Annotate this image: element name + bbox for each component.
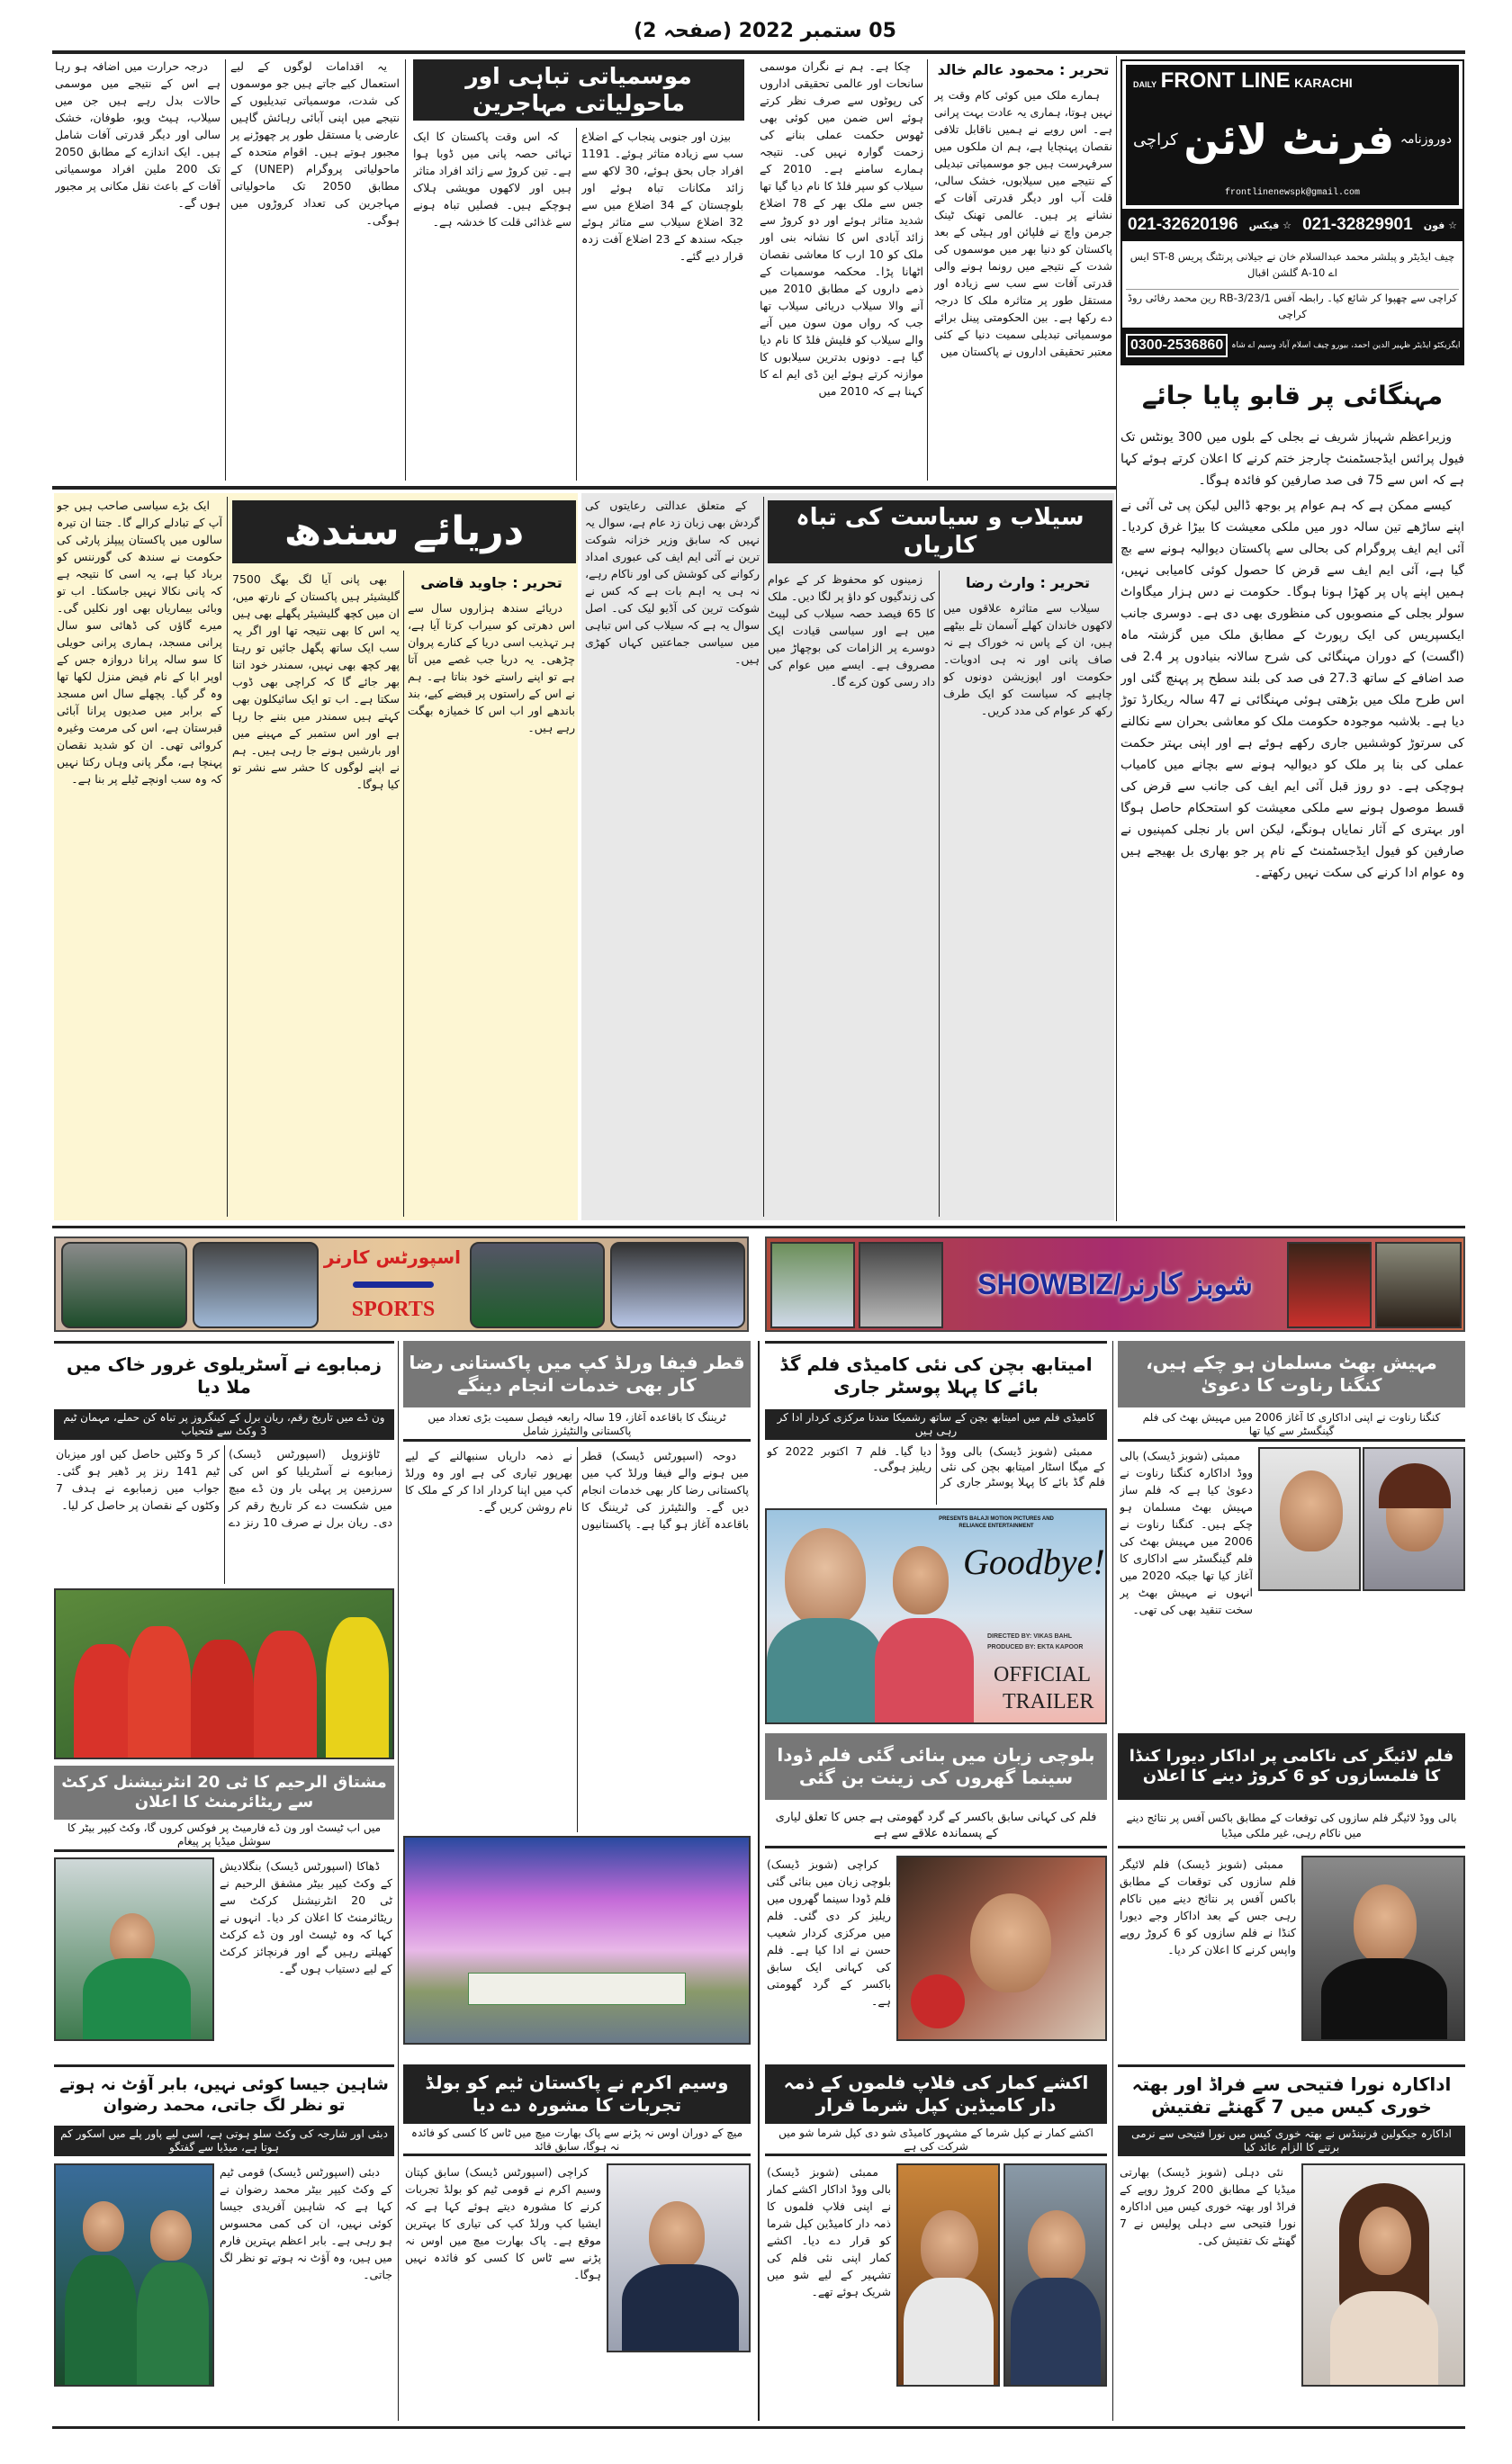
article-paragraph: کے متعلق عدالتی رعایتوں کی گردش بھی زبان زد عام ہے، سوال یہ نہیں کہ سابق وزیر خزانہ شوکت ترین نے آئی ایم ایف کی عبوری امداد رکوانے کی کوشش کی اور ناکام رہے، نہ ہی یہ اہم بات ہے کہ کس نے شوکت ترین کی آڈیو لیک کی۔ اصل سوال یہ ہے کہ سیلاب کی اس تباہی میں سیاسی جماعتیں کہاں کھڑی ہیں۔ — [585, 499, 760, 666]
kangana-body — [1120, 1447, 1253, 1726]
column-divider — [403, 571, 404, 1217]
article-paragraph: ٹاؤنزویل (اسپورٹس ڈیسک) زمبابوے نے آسٹریلیا کو اس کی سرزمین پر پہلی بار ون ڈے میچ میں شکست دے کر تاریخ رقم کر دی۔ ریان برل نے صرف 10 رنز دے کر 5 وکٹیں حاصل کیں اور میزبان ٹیم 141 رنز پر ڈھیر ہو گئی۔ جواب میں زمبابوے نے ہدف 7 وکٹوں کے نقصان پر حاصل کر لیا۔ — [56, 1447, 392, 1529]
column-divider — [927, 59, 928, 481]
article-paragraph: دوحہ (اسپورٹس ڈیسک) قطر میں ہونے والے فیفا ورلڈ کپ میں پاکستانی رضا کار بھی خدمات انجام دیں گے۔ والنٹیئرز کی ٹریننگ کا باقاعدہ آغاز ہو گیا ہے۔ پاکستانیوں نے ذمہ داریاں سنبھالنے کے لیے بھرپور تیاری کی ہے اور وہ ورلڈ کپ میں اپنا کردار ادا کر کے ملک کا نام روشن کریں گے۔ — [405, 1449, 749, 1531]
column-divider — [758, 1341, 760, 2421]
logo-english-city: KARACHI — [1294, 76, 1353, 90]
column-divider — [1116, 56, 1117, 1221]
nora-subhead: اداکارہ جیکولین فرنینڈس نے بھتہ خوری کیس میں نورا فتیحی سے نرمی برتنے کا الزام عائد کیا — [1118, 2126, 1465, 2156]
rizwan-headline: شاہین جیسا کوئی نہیں، بابر آؤٹ نہ ہوتے تو نظر لگ جاتی، محمد رضوان — [54, 2064, 394, 2124]
sports-corner-title: اسپورٹس کارنر — [323, 1246, 461, 1268]
article-paragraph: دریائے سندھ ہزاروں سال سے اس دھرتی کو سیراب کرتا آیا ہے، ہر تہذیب اسی دریا کے کنارے پروان چڑھی۔ یہ دریا جب غصے میں آتا ہے تو اپنے راستے خود بناتا ہے۔ ہم نے اس کے راستوں پر قبضے کیے، بند باندھے اور اب اس کا خمیازہ بھگت رہے ہیں۔ — [408, 601, 575, 734]
kapil-body — [767, 2163, 891, 2421]
kapil-headline: اکشے کمار کی فلاپ فلموں کے ذمہ دار کامیڈین کپل شرما قرار — [765, 2064, 1107, 2124]
publisher-address-2: کراچی سے چھپوا کر شائع کیا۔ رابطہ آفس RB-3/23/1 رین محمد رفائی روڈ کراچی — [1126, 289, 1459, 322]
article-paragraph: ممبئی (شوبز ڈیسک) بالی ووڈ اداکارہ کنگنا رناوت نے دعویٰ کیا ہے کہ فلم ساز مہیش بھٹ مسلمان ہو چکے ہیں۔ کنگنا رناوت نے 2006 میں مہیش بھٹ کی فلم گینگسٹر سے اداکاری کا آغاز کیا تھا جبکہ 2020 میں انہوں نے مہیش بھٹ پر سخت تنقید بھی کی تھی۔ — [1120, 1449, 1253, 1616]
rizwan-body — [220, 2163, 392, 2421]
editorial-headline: مہنگائی پر قابو پایا جائے — [1141, 381, 1444, 410]
liger-headline: فلم لائیگر کی ناکامی پر اداکار دیورا کنڈا کا فلمسازوں کو 6 کروڑ دینے کا اعلان — [1118, 1733, 1465, 1800]
kangana-ranaut-photo — [1363, 1447, 1465, 1591]
siyasat-column-2 — [768, 571, 935, 1217]
sports-corner-banner — [54, 1236, 749, 1332]
article-paragraph: ہمارے ملک میں کوئی کام وقت پر نہیں ہوتا، ہماری یہ عادت بہت پرانی ہے۔ اس رویے نے ہمیں ناقابل تلافی نقصان پہنچایا ہے، ہم ان ملکوں میں سرفہرست ہیں جو موسمیاتی تبدیلی کے نتیجے میں سیلابوں، خشک سالی، قلت آب اور دیگر قدرتی آفات کے نشانے پر ہیں۔ عالمی تھنک ٹینک جرمن واچ نے فلپائن اور ہیٹی کے بعد پاکستان کو دنیا بھر میں موسموں کی شدت کے نتیجے میں رونما ہونے والی قدرتی آفات سے سب سے زیادہ اور مستقل طور پر متاثرہ ملک کا درجہ دے رکھا ہے۔ بین الحکومتی پینل برائے موسمیاتی تبدیلی سمیت دنیا کے کئی معتبر تحقیقی اداروں نے پاکستان میں — [934, 88, 1112, 358]
zimbabwe-subhead: ون ڈے میں تاریخ رقم، ریان برل کے کینگروز پر تباہ کن حملے، مہمان ٹیم 3 وکٹ سے فتحیاب — [54, 1409, 394, 1440]
masthead-logo — [1126, 65, 1459, 205]
zimbabwe-headline: زمبابوے نے آسٹریلوی غرور خاک میں ملا دیا — [54, 1341, 394, 1407]
wasim-akram-photo — [607, 2163, 751, 2352]
dodda-body — [767, 1856, 891, 2041]
actor-photo — [770, 1242, 855, 1328]
fifa-subhead: ٹریننگ کا باقاعدہ آغاز، 19 سالہ رابعہ فیصل سمیت بڑی تعداد میں پاکستانی والنٹیئرز شامل — [403, 1409, 751, 1442]
article-paragraph: دبئی (اسپورٹس ڈیسک) قومی ٹیم کے وکٹ کیپر بیٹر محمد رضوان نے کہا ہے کہ شاہین آفریدی جیسا کوئی نہیں، ان کی کمی محسوس ہو رہی ہے۔ بابر اعظم بہترین فارم میں ہیں، وہ آؤٹ نہ ہوتے تو نظر لگ جاتی۔ — [220, 2165, 392, 2281]
logo-urdu-title: فرنٹ لائن — [1184, 115, 1395, 164]
page-date: 05 ستمبر 2022 (صفحہ 2) — [634, 20, 896, 42]
poster-title: Goodbye! — [963, 1542, 1105, 1582]
climate-column-1 — [934, 58, 1112, 481]
phone-label: فون ☆ — [1423, 219, 1457, 231]
sindh-column-2 — [232, 571, 400, 1217]
article-paragraph: ممبئی (شوبز ڈیسک) بالی ووڈ اداکار اکشے کمار نے اپنی فلاپ فلموں کا ذمہ دار کامیڈین کپل شرما کو قرار دے دیا۔ اکشے کمار اپنی نئی فلم کی تشہیر کے لیے شو میں شریک ہوئے تھے۔ — [767, 2165, 891, 2298]
mushfiq-headline: مشتاق الرحیم کا ٹی 20 انٹرنیشنل کرکٹ سے ریٹائرمنٹ کا اعلان — [54, 1766, 394, 1820]
nora-body — [1120, 2163, 1296, 2421]
kapil-subhead: اکشے کمار نے کپل شرما کے مشہور کامیڈی شو دی کپل شرما شو میں شرکت کی ہے — [765, 2126, 1107, 2156]
siyasat-byline: تحریر : وارث رضا — [966, 574, 1090, 591]
poster-producer: PRODUCED BY: EKTA KAPOOR — [987, 1644, 1084, 1650]
mushfiq-body — [220, 1857, 392, 2054]
rizwan-subhead: دبئی اور شارجہ کی وکٹ سلو ہوتی ہے، اسی لیے پاور پلے میں اسکور کم ہوتا ہے، میڈیا سے گفتگو — [54, 2126, 394, 2156]
sindh-headline: دریائے سندھ — [232, 500, 576, 563]
logo-english-title: FRONT LINE — [1160, 68, 1291, 93]
climate-column-3 — [581, 128, 743, 481]
article-paragraph: درجہ حرارت میں اضافہ ہو رہا ہے اس کے نتیجے میں موسمی حالات بدل رہے ہیں جن میں سیلاب، ہیٹ ویو، طوفان، خشک سالی اور دیگر قدرتی آفات شامل ہیں۔ ایک اندازے کے مطابق 2050 تک 200 ملین افراد موسمیاتی آفات کے باعث نقل مکانی پر مجبور ہوں گے۔ — [55, 59, 220, 210]
wasim-headline: وسیم اکرم نے پاکستان ٹیم کو بولڈ تجربات کا مشورہ دے دیا — [403, 2064, 751, 2124]
player-photo — [193, 1242, 319, 1328]
top-rule — [52, 50, 1465, 54]
fifa-headline: قطر فیفا ورلڈ کپ میں پاکستانی رضا کار بھی خدمات انجام دینگے — [403, 1341, 751, 1407]
article-paragraph: یہ اقدامات لوگوں کے لیے استعمال کیے جاتے ہیں جو موسموں کی شدت، موسمیاتی تبدیلیوں کے نتیجے میں اپنی آبائی رہائش گاہیں عارضی یا مستقل طور پر چھوڑنے پر مجبور ہوتے ہیں۔ اقوام متحدہ کے ماحولیاتی پروگرام (UNEP) کے مطابق 2050 تک ماحولیاتی مہاجرین کی تعداد کروڑوں میں ہوگی۔ — [230, 59, 400, 227]
climate-column-4 — [413, 128, 572, 481]
article-paragraph: ایک بڑے سیاسی صاحب ہیں جو آپ کے تبادلے کرالے گا۔ جتنا ان تیرہ سالوں میں پاکستان پیپلز پارٹی کی حکومت نے سندھ کی گورننس کو برباد کیا ہے، یہ اسی کا نتیجہ ہے کہ پانی نکالا نہیں جاسکتا۔ اب تو وبائی بیماریاں بھی اور نکلیں گی۔ میرے گاؤں کی ڈھائی سو سال پرانی مسجد، ہماری پرانی حویلی کا سو سالہ پرانا دروازہ جس کے اوپر ابا کے نام فیض منزل لکھا تھا وہ گر گیا۔ پچھلے سال اس مسجد کے برابر میں صدیوں پرانا آبائی قبرستان ہے، اس کی مرمت وغیرہ کروائی تھی۔ ان کو شدید نقصان پہنچا ہے، مگر پانی وہاں رکتا نہیں کہ وہ سب اونچے ٹیلے پر بنا ہے۔ — [57, 499, 222, 786]
liger-body — [1120, 1856, 1296, 2041]
showbiz-corner-title: شوبز کارنر/SHOWBIZ — [977, 1268, 1253, 1300]
player-photo — [470, 1242, 605, 1328]
climate-column-2 — [760, 58, 923, 481]
masthead — [1120, 59, 1464, 365]
phone-bar — [1122, 209, 1462, 241]
volunteer-banner — [468, 1973, 686, 2005]
actress-photo — [1287, 1242, 1372, 1328]
zimbabwe-team-photo — [54, 1588, 394, 1759]
logo-email: frontlinenewspk@gmail.com — [1225, 188, 1361, 198]
kangana-subhead: کنگنا رناوت نے اپنی اداکاری کا آغاز 2006 میں مہیش بھٹ کی فلم گینگسٹر سے کیا تھا — [1118, 1409, 1465, 1442]
column-divider — [576, 128, 577, 481]
dodda-film-photo — [896, 1856, 1107, 2041]
logo-daily: DAILY — [1133, 80, 1157, 89]
climate-byline: تحریر : محمود عالم خالد — [937, 61, 1110, 78]
poster-official: OFFICIAL — [994, 1663, 1092, 1686]
column-divider — [763, 497, 764, 1217]
article-paragraph: بھی پانی آیا لگ بھگ 7500 گلیشیئر ہیں پاکستان کے نارتھ میں، ان میں کچھ گلیشیئر پگھلے بھی ہیں یہ اس کا بھی نتیجہ تھا اور اگر یہ سب ایک ساتھ پگھل جائیں تو رہتا پھر کچھ بھی نہیں، سمندر خود اتنا بھر جائے گا کہ کراچی بھی ڈوب سکتا ہے۔ اب تو ایک سائیکلون بھی کہتے ہیں سمندر میں بننے جا رہا ہے اور اس ستمبر کے مہینے میں اور بارشیں ہونے جا رہی ہیں۔ ہم نے اپنے لوگوں کا حشر سے نشر تو کیا ہوگا۔ — [232, 572, 400, 791]
sindh-column-3 — [408, 571, 575, 1217]
dodda-headline: بلوچی زبان میں بنائی گئی فلم ڈودا سینما گھروں کی زینت بن گئی — [765, 1733, 1107, 1800]
wasim-subhead: میچ کے دوران اوس نہ پڑنے سے پاک بھارت میچ میں ٹاس کا کسی کو فائدہ نہ ہوگا، سابق قائد — [403, 2126, 751, 2156]
column-divider — [405, 59, 406, 481]
article-paragraph: زمینوں کو محفوظ کر کے عوام کی زندگیوں کو داؤ پر لگا دیں۔ ملک کا 65 فیصد حصہ سیلاب کی لپیٹ میں ہے اور سیاسی قیادت ایک دوسرے پر الزامات کی بوچھاڑ میں مصروف ہے۔ ایسے میں عوام کی داد رسی کون کرے گا۔ — [768, 572, 935, 688]
article-paragraph: سیلاب سے متاثرہ علاقوں میں لاکھوں خاندان کھلے آسمان تلے بیٹھے ہیں، ان کے پاس نہ خوراک ہے نہ صاف پانی اور نہ ہی ادویات۔ حکومت اور اپوزیشن دونوں کو چاہیے کہ سیاست کو ایک طرف رکھ کر عوام کی مدد کریں۔ — [943, 601, 1112, 717]
column-divider — [227, 497, 228, 1217]
article-paragraph: ممبئی (شوبز ڈیسک) فلم لائیگر فلم سازوں کی توقعات کے مطابق باکس آفس پر نتائج دینے میں ناکام رہی جس کے بعد اداکار وجے دیورا کنڈا نے فلم سازوں کو 6 کروڑ روپے واپس کرنے کا اعلان کر دیا۔ — [1120, 1857, 1296, 1956]
actor-photo — [859, 1242, 943, 1328]
climate-column-6 — [55, 58, 220, 481]
dodda-subhead: فلم کی کہانی سابق باکسر کے گرد گھومتی ہے جس کا تعلق لیاری کے پسماندہ علاقے سے ہے — [765, 1805, 1107, 1848]
section-rule — [52, 486, 1116, 490]
mahesh-bhatt-photo — [1258, 1447, 1361, 1591]
logo-tagline: دوروزنامہ — [1400, 132, 1452, 147]
player-photo — [61, 1242, 187, 1328]
liger-subhead: بالی ووڈ لائیگر فلم سازوں کی توقعات کے مطابق باکس آفس پر نتائج دینے میں ناکام رہی، غیر ملکی میڈیا — [1118, 1805, 1465, 1848]
editor-line: ایگزیکٹو ایڈیٹر ظہیر الدین احمد، بیورو چیف اسلام آباد وسیم اے شاہ — [1231, 341, 1461, 350]
goodbye-headline: امیتابھ بچن کی نئی کامیڈی فلم گڈ بائے کا پہلا پوسٹر جاری — [765, 1341, 1107, 1407]
zimbabwe-body — [56, 1445, 392, 1584]
fifa-body — [405, 1447, 749, 1832]
climate-headline: موسمیاتی تباہی اور ماحولیاتی مہاجرین — [413, 59, 744, 121]
player-photo — [610, 1242, 745, 1328]
article-paragraph: ممبئی (شوبز ڈیسک) بالی ووڈ کے میگا اسٹار امیتابھ بچن کی نئی فلم گڈ بائے کا پہلا پوسٹر جاری کر دیا گیا۔ فلم 7 اکتوبر 2022 کو ریلیز ہوگی۔ — [767, 1444, 1105, 1488]
sports-english-title: SPORTS — [351, 1298, 436, 1321]
article-paragraph: کراچی (اسپورٹس ڈیسک) سابق کپتان وسیم اکرم نے قومی ٹیم کو بولڈ تجربات کرنے کا مشورہ دیتے ہوئے کہا ہے کہ ایشیا کپ ورلڈ کپ کی تیاری کا بہترین موقع ہے۔ پاک بھارت میچ میں اوس نہ پڑنے سے ٹاس کا کسی کو فائدہ نہیں ہوگا۔ — [405, 2165, 601, 2281]
siyasat-column-3 — [943, 571, 1112, 1217]
editorial-paragraph: وزیراعظم شہباز شریف نے بجلی کے بلوں میں 300 یونٹس تک فیول پرائس ایڈجسٹمنٹ چارجز ختم کرنے کا اعلان کرتے ہوئے کہا ہے کہ اس سے 75 فی صد صارفین کو فائدہ ہوگا۔ — [1120, 430, 1464, 488]
actress-photo — [1375, 1242, 1462, 1328]
rizwan-babar-photo — [54, 2163, 214, 2387]
bottom-rule — [52, 2426, 1465, 2429]
akshay-kumar-photo — [896, 2163, 1000, 2387]
sindh-byline: تحریر : جاوید قاضی — [420, 574, 562, 591]
column-divider — [225, 59, 226, 481]
siyasat-headline: سیلاب و سیاست کی تباہ کاریاں — [768, 500, 1112, 563]
column-divider — [398, 1341, 399, 2421]
fax-label: فیکس ☆ — [1248, 219, 1292, 231]
climate-column-5 — [230, 58, 400, 481]
fax-number: 021-32620196 — [1128, 215, 1238, 234]
article-paragraph: نئی دہلی (شوبز ڈیسک) بھارتی میڈیا کے مطابق 200 کروڑ روپے کے فراڈ اور بھتہ خوری کیس میں اداکارہ نورا فتیحی سے دہلی پولیس نے 7 گھنٹے تک تفتیش کی۔ — [1120, 2165, 1296, 2247]
section-rule — [52, 1226, 1465, 1228]
poster-presents: PRESENTS BALAJI MOTION PICTURES AND RELIANCE ENTERTAINMENT — [939, 1516, 1054, 1529]
nora-fatehi-photo — [1301, 2163, 1465, 2387]
article-paragraph: کہ اس وقت پاکستان کا ایک تہائی حصہ پانی میں ڈوبا ہوا ہے۔ تین کروڑ سے زائد افراد متاثر ہیں اور لاکھوں مویشی ہلاک ہوچکے ہیں۔ فصلیں تباہ ہونے سے غذائی قلت کا خدشہ ہے۔ — [413, 130, 572, 229]
goodbye-poster — [765, 1508, 1107, 1724]
sports-divider-bar — [353, 1281, 434, 1288]
mushfiq-subhead: میں اب ٹیسٹ اور ون ڈے فارمیٹ پر فوکس کروں گا، وکٹ کیپر بیٹر کا سوشل میڈیا پر پیغام — [54, 1820, 394, 1852]
mobile-bar — [1122, 328, 1462, 364]
goodbye-body — [767, 1443, 1105, 1505]
kangana-headline: مہیش بھٹ مسلمان ہو چکے ہیں، کنگنا رناوت کا دعویٰ — [1118, 1341, 1465, 1407]
wasim-body — [405, 2163, 601, 2421]
goodbye-subhead: کامیڈی فلم میں امیتابھ بچن کے ساتھ رشمیکا مندنا مرکزی کردار ادا کر رہی ہیں — [765, 1409, 1107, 1440]
column-divider — [1112, 1341, 1113, 2421]
article-paragraph: ڈھاکا (اسپورٹس ڈیسک) بنگلادیش کے وکٹ کیپر بیٹر مشفق الرحیم نے ٹی 20 انٹرنیشنل کرکٹ سے ریٹائرمنٹ کا اعلان کر دیا۔ انہوں نے کہا کہ وہ ٹیسٹ اور ون ڈے کرکٹ کھیلتے رہیں گے اور فرنچائز کرکٹ کے لیے دستیاب ہوں گے۔ — [220, 1859, 392, 1975]
vijay-deverakonda-photo — [1301, 1856, 1465, 2041]
qatar-stadium-photo — [403, 1836, 751, 2045]
nora-headline: اداکارہ نورا فتیحی سے فراڈ اور بھتہ خوری کیس میں 7 گھنٹے تفتیش — [1118, 2064, 1465, 2124]
logo-urdu-city: کراچی — [1133, 130, 1178, 149]
publisher-address-1: چیف ایڈیٹر و پبلشر محمد عبدالسلام خان نے جیلانی پرنٹنگ پریس ST-8 ایس اے 10-A گلشن اقبال — [1130, 250, 1455, 280]
editorial-body — [1120, 427, 1464, 1219]
editorial-paragraph: کیسے ممکن ہے کہ ہم عوام پر بوجھ ڈالیں لیکن پی ٹی آئی نے اپنے ساڑھے تین سالہ دور میں ملکی معیشت کا بیڑا غرق کردیا۔ آئی ایم ایف پروگرام کی بحالی سے پاکستان دیوالیہ ہونے سے بچ گیا ہے، آئی ایم ایف سے قرض کا حصول کوئی کامیابی نہیں، ہمیں اپنے پاں پر کھڑا ہونا ہوگا۔ حکومت نے دس ہزار میگاواٹ سولر بجلی کے منصوبوں کی منظوری بھی دی ہے۔ دوسری جانب ایکسپریس کی ایک رپورٹ کے مطابق ملک میں گزشتہ ماہ (اگست) کے دوران مہنگائی کی شرح سالانہ بنیادوں پر 2.4 فی صد اضافے کے ساتھ 27.3 فی صد کی بلند سطح پر پہنچ گئی اور اس طرح ملک میں بڑھتی ہوئی مہنگائی نے 47 سالہ ریکارڈ توڑ دیا ہے۔ بلاشبہ موجودہ حکومت ملک کو معاشی بحران سے نکالنے کی سرتوڑ کوششیں جاری رکھے ہوئے ہے اور اپنی بہتر حکمت عملی کی بنا پر ملک کو دیوالیہ ہونے سے بچانے میں کامیاب ہوچکی ہے۔ دو روز قبل آئی ایم ایف کی جانب سے قرض کی قسط موصول ہونے سے ملکی معیشت کو استحکام حاصل ہوگا اور بہتری کے آثار نمایاں ہونگے، لیکن اس بار نجلی کمپنیوں نے صارفین کو فیول ایڈجسٹمنٹ کے نام پر جو بھاری بل بھیجے ہیں وہ عوام ادا کرنے کی سکت نہیں رکھتے۔ — [1120, 499, 1464, 880]
article-paragraph: کراچی (شوبز ڈیسک) بلوچی زبان میں بنائی گئی فلم ڈودا سینما گھروں میں ریلیز کر دی گئی۔ فلم میں مرکزی کردار شعیب حسن نے ادا کیا ہے۔ فلم کی کہانی ایک سابق باکسر کے گرد گھومتی ہے۔ — [767, 1857, 891, 2008]
showbiz-corner-banner — [765, 1236, 1465, 1332]
kapil-sharma-photo — [1004, 2163, 1107, 2387]
sindh-column-1 — [57, 497, 222, 1217]
column-divider — [939, 571, 940, 1217]
poster-director: DIRECTED BY: VIKAS BAHL — [987, 1633, 1072, 1640]
poster-trailer: TRAILER — [1003, 1690, 1094, 1713]
article-paragraph: چکا ہے۔ ہم نے نگران موسمی سانحات اور عالمی تحقیقی اداروں کی رپوٹوں سے صرف نظر کرتے ہوئے اس ضمن میں کوئی بھی ٹھوس حکمت عملی بنانے کی زحمت گوارہ نہیں کی۔ نتیجہ ہمارے سامنے ہے۔ 2010 کے سیلاب کو سپر فلڈ کا نام دیا گیا تھا جس سے ملک بھر کے 78 اضلاع شدید متاثر ہوئے اور دو کروڑ سے زائد آبادی اس کا نشانہ بنی اور ملک کو 10 ارب کا معاشی نقصان اٹھانا پڑا۔ محکمہ موسمیات کے ذمے داروں کے مطابق 2010 میں آنے والا سیلاب دریائی سیلاب تھا جب کہ رواں مون سون میں آنے والے سیلاب کو فلیش فلڈ کا نام دیا گیا ہے۔ دونوں بدترین سیلابوں کا موازنہ کرتے ہوئے این ڈی ایم اے کا کہنا ہے کہ 2010 میں — [760, 59, 923, 398]
phone-number: 021-32829901 — [1302, 215, 1413, 234]
mushfiq-photo — [54, 1857, 214, 2041]
article-paragraph: بیزن اور جنوبی پنجاب کے اضلاع سب سے زیادہ متاثر ہوئے۔ 1191 افراد جاں بحق ہوئے، 30 لاکھ سے زائد مکانات تباہ ہوئے اور بلوچستان کے 34 اضلاع میں سے 32 اضلاع سیلاب سے متاثر ہوئے جبکہ سندھ کے 23 اضلاع آفت زدہ قرار دیے گئے۔ — [581, 130, 743, 263]
siyasat-column-1 — [585, 497, 760, 1217]
mobile-number: 0300-2536860 — [1126, 334, 1228, 357]
